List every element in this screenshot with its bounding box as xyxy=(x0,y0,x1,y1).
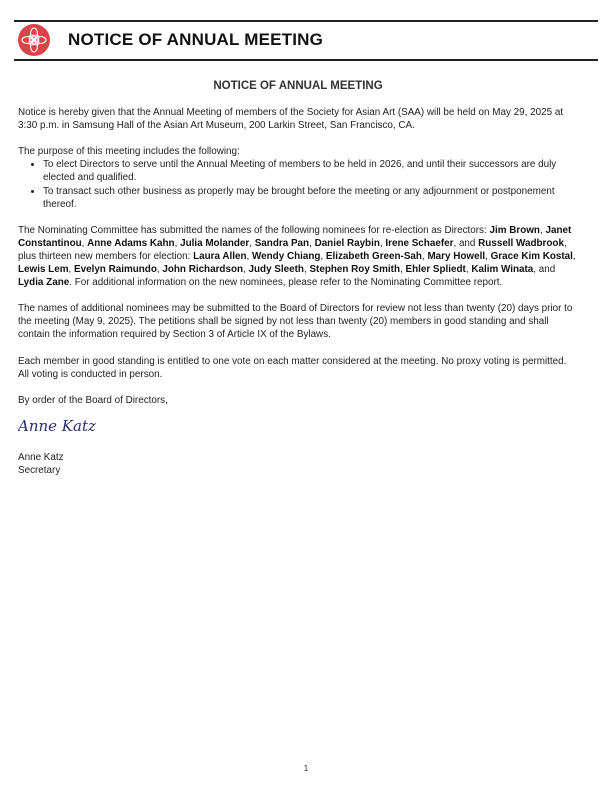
nominee-name: Russell Wadbrook xyxy=(478,237,564,249)
saa-logo-icon xyxy=(18,24,50,56)
purpose-item-elect: • To elect Directors to serve until the Annual Meeting of members to be held in 2026, and until their successors are duly elected and qualified. xyxy=(43,158,578,184)
nominee-name: Anne Adams Kahn xyxy=(87,237,175,249)
signer-name: Anne Katz xyxy=(18,451,64,463)
header-bottom-rule xyxy=(14,59,598,61)
nominee-name: Elizabeth Green-Sah xyxy=(325,250,422,262)
nominee-name: Stephen Roy Smith xyxy=(309,264,400,276)
meeting-notice-paragraph: Notice is hereby given that the Annual Meeting of members of the Society for Asian Art (SAA) will be held on May 29, 2025 at 3:30 p.m. in Samsung Hall of the Asian Art Museum, 200 Larkin Street, San Francisco, CA. xyxy=(18,107,564,132)
svg-text:Anne Katz: Anne Katz xyxy=(18,416,96,435)
page-number: 1 xyxy=(303,764,309,773)
nominee-name: Lewis Lem xyxy=(18,264,69,276)
closing-line: By order of the Board of Directors, xyxy=(18,394,168,406)
nominee-name: Julia Molander xyxy=(180,237,250,249)
nominee-name: Judy Sleeth xyxy=(248,264,304,276)
voting-paragraph: Each member in good standing is entitled to one vote on each matter considered at the meeting. No proxy voting is permitted. All voting is conducted in person. xyxy=(18,355,567,380)
purpose-item-transact: • To transact such other business as properly may be brought before the meeting or any adjournment or postponement thereof. xyxy=(43,185,578,211)
nominee-name: John Richardson xyxy=(162,264,244,276)
signature xyxy=(18,411,108,439)
nominee-name: Sandra Pan xyxy=(254,237,310,249)
nominee-name: Daniel Raybin xyxy=(314,237,380,249)
header-top-rule xyxy=(14,20,598,22)
nominee-name: Lydia Zane xyxy=(18,277,70,289)
document-body xyxy=(18,80,578,477)
header-title: NOTICE OF ANNUAL MEETING xyxy=(68,30,324,49)
nominee-name: Kalim Winata xyxy=(471,264,534,276)
signer-title: Secretary xyxy=(18,464,61,476)
nominee-name: Irene Schaefer xyxy=(385,237,454,249)
nominee-name: Ehler Spliedt xyxy=(405,264,466,276)
nominee-name: Laura Allen xyxy=(193,250,247,262)
nominee-name: Jim Brown xyxy=(489,224,540,236)
document-title: NOTICE OF ANNUAL MEETING xyxy=(213,80,383,92)
nominee-name: Wendy Chiang xyxy=(252,250,321,262)
nominee-name: Evelyn Raimundo xyxy=(74,264,157,276)
nominee-name: Janet Constantinou xyxy=(18,224,572,249)
additional-nominees-paragraph: The names of additional nominees may be submitted to the Board of Directors for review not less than twenty (20) days prior to the meeting (May 9, 2025). The petitions shall be signed by not less than twenty (20) members in good standing and shall contain the information required by Section 3 of Article IX of the Bylaws. xyxy=(18,303,573,341)
purpose-list xyxy=(18,158,578,210)
nominee-name: Mary Howell xyxy=(427,250,486,262)
nominee-name: Grace Kim Kostal xyxy=(490,250,573,262)
nominating-paragraph: The Nominating Committee has submitted the names of the following nominees for re-election as Directors: Jim Brown, Janet Constantinou, Anne Adams Kahn, Julia Molander, Sandra Pan, Daniel Raybin, Irene Schaefer, and Russell Wadbrook, plus thirteen new members for election: Laura Allen, Wendy Chiang, Elizabeth Green-Sah, Mary Howell, Grace Kim Kostal, Lewis Lem, Evelyn Raimundo, John Richardson, Judy Sleeth, Stephen Roy Smith, Ehler Spliedt, Kalim Winata, and Lydia Zane. For additional information on the new nominees, please refer to the Nominating Committee report. xyxy=(18,224,576,289)
purpose-intro: The purpose of this meeting includes the following: xyxy=(18,146,240,158)
